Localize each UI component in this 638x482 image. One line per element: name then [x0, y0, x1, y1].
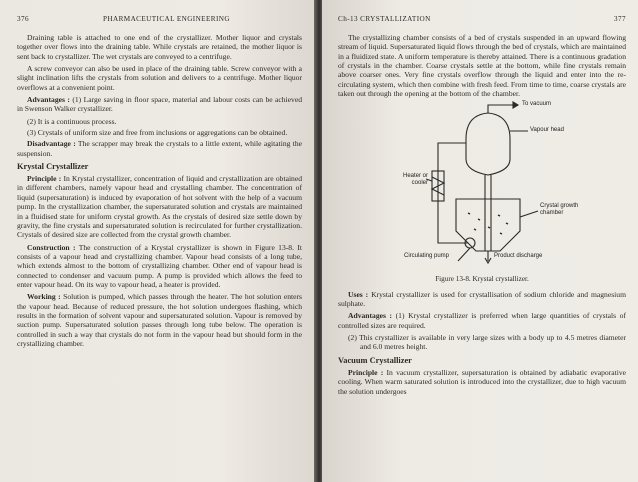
paragraph: The crystallizing chamber consists of a bed of crystals suspended in an upward flowing stream of liquid. Supersaturated liquid flows through the bed of crystals, which are maintained in a fluidized state. A uniform temperature is thereby attained. There is a continuous gradation of crystals in the chamber. Coarse crystals settle at the bottom, while fine crystals remain above coarser ones. Very fine crystals overflow through the liquid and enter into the re-circulating system, which then combine with fresh feed. From time to time, coarse crystals are taken out through the opening at the bottom of the chamber.: [338, 33, 626, 99]
disadvantage-text: The scrapper may break the crystals to a little extent, while agitating the suspension.: [17, 139, 303, 158]
advantage-item: (2) This crystallizer is available in very large sizes with a body up to 4.5 metres diameter and 6.0 metres height.: [348, 333, 626, 352]
construction-paragraph: [17, 243, 302, 290]
advantage-item: (3) Crystals of uniform size and free from inclusions or aggregations can be obtained.: [27, 128, 288, 138]
uses-text: Krystal crystallizer is used for crystallisation of sodium chloride and magnesium sulphate.: [338, 289, 626, 309]
paragraph: A screw conveyor can also be used in place of the draining table. Screw conveyor with a slight inclination lifts the crystals from solution and delivers to a centrifuge. Mother liquor overflows at a convenient point.: [17, 64, 302, 92]
figure-caption: Figure 13-8. Krystal crystallizer.: [435, 275, 529, 284]
advantage-item: (1) Krystal crystallizer is preferred when large quantities of crystals of controlled sizes are required.: [338, 311, 627, 330]
krystal-crystallizer-figure: [338, 101, 626, 273]
advantage-item: (1) Large saving in floor space, material and labour costs can be achieved in Swenson Walker crystallizer.: [17, 95, 302, 114]
advantages-label: Advantages :: [27, 95, 70, 105]
working-text: Solution is pumped, which passes through the heater. The hot solution enters the vapour head. Because of reduced pressure, the hot solution undergoes flashing, which results in the formation of solvent vapour and supersaturated solution. Vapour is removed by suction pump. Supersaturated solution passes through long tube below. The operation is controlled in such a way that crystals do not form in the vapour head but should form in the crystallizing chamber.: [17, 292, 303, 348]
page-number: 376: [17, 15, 29, 23]
vacuum-line: [488, 105, 516, 113]
crystals: [468, 213, 508, 234]
heater-coil: [432, 177, 444, 195]
construction-text: The construction of a Krystal crystallizer is shown in Figure 13-8. It consists of a vapour head and crystallizing chamber. Vapour head consists of a long tube, which extends almost to the bottom of crystallizing chamber. Other end of vapour head is connected to condenser and vacuum pump. A pump is provided which allows the feed to enter vapour head. On its way to vapour head, a heater is provided.: [17, 242, 302, 289]
arrow-icon: [513, 102, 518, 108]
label-vapour-head: Vapour head: [530, 127, 564, 134]
working-paragraph: [17, 292, 302, 348]
advantages-label: Advantages :: [348, 311, 393, 321]
label-product-discharge: Product discharge: [494, 253, 543, 260]
crystallizer-diagram: [338, 101, 626, 273]
paragraph: Draining table is attached to one end of the crystallizer. Mother liquor and crystals together over flows into the draining table. While crystals are retained, the mother liquor is sent back to crystallizer. The wet crystals are conveyed to a centrifuge.: [17, 33, 302, 61]
principle-paragraph: [338, 368, 626, 396]
uses-label: Uses :: [348, 289, 369, 299]
central-tube: [485, 175, 491, 251]
advantage-item: (2) It is a continuous process.: [27, 116, 117, 126]
principle-text: In Krystal crystallizer, concentration of liquid and crystallization are obtained in different chambers, namely vapour head and crystalling chamber. The concentration of liquid (supersaturation) is induced by evaporation of hot solvent with the help of a vacuum pump. In the crystallization chamber, the supersaturated solution and crystals are maintained in a fluidised state for uniform crystal growth. As the crystals of desired size settle down by gravity, the fine crystals and supersaturated solution is recirculated for further crystallization. Crystals of desired size are collected from the crystal growth chamber.: [17, 174, 303, 240]
label-circulating-pump: Circulating pump: [404, 253, 450, 260]
label-to-vacuum: To vacuum: [522, 101, 552, 108]
right-page-header: [338, 15, 626, 27]
principle-paragraph: [17, 174, 302, 239]
principle-label: Principle :: [348, 367, 384, 377]
label-heater-or-cooler: Heater or cooler: [402, 173, 428, 187]
advantages-paragraph: [338, 311, 626, 330]
advantages-paragraph: [17, 95, 302, 114]
working-label: Working :: [27, 292, 61, 302]
pump-leader: [458, 248, 470, 261]
section-heading: Vacuum Crystallizer: [338, 355, 412, 365]
principle-text: In vacuum crystallizer, supersaturation is obtained by adiabatic evaporative cooling. When warm saturated solution is introduced into the crystallizer, due to high vacuum the solution undergoes: [338, 367, 627, 396]
disadvantage-paragraph: [17, 139, 302, 158]
principle-label: Principle :: [27, 174, 62, 184]
vapour-head-vessel: [466, 113, 510, 175]
chamber-leader: [520, 211, 538, 217]
left-page-header: [17, 15, 302, 27]
left-page: [0, 0, 316, 482]
recirculation-line: [438, 143, 468, 243]
section-heading: Krystal Crystallizer: [17, 162, 89, 172]
disadvantage-label: Disadvantage :: [27, 139, 76, 149]
running-head: PHARMACEUTICAL ENGINEERING: [103, 15, 230, 23]
running-head: Ch-13 CRYSTALLIZATION: [338, 15, 431, 23]
right-page: [322, 0, 638, 482]
label-crystal-growth-chamber: Crystal growth chamber: [540, 203, 579, 217]
construction-label: Construction :: [27, 242, 76, 252]
uses-paragraph: [338, 290, 626, 309]
page-number: 377: [614, 15, 626, 23]
